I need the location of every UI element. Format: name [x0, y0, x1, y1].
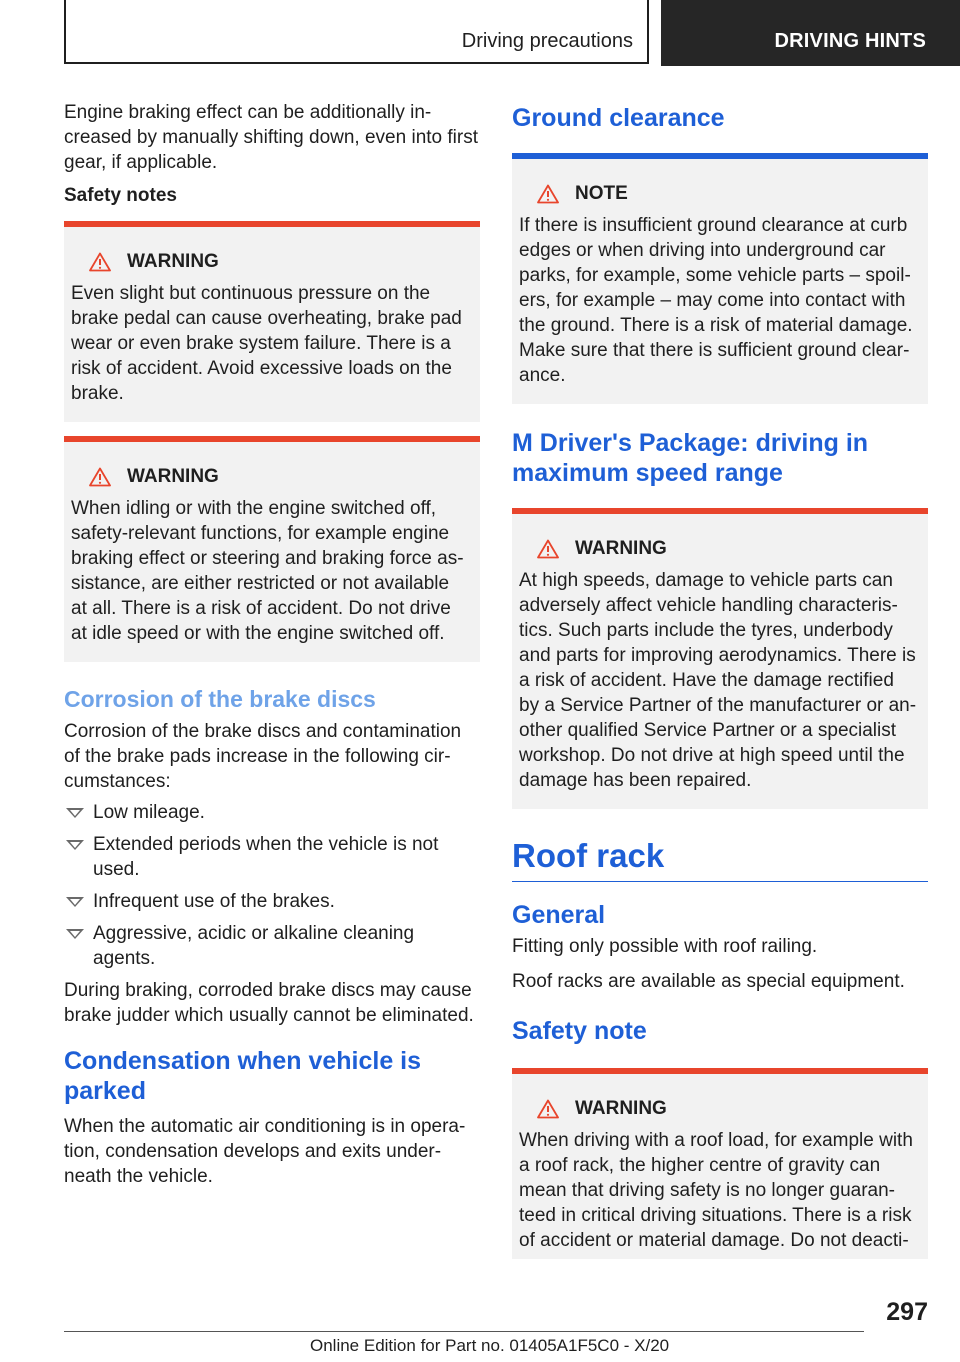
- warning-triangle-icon: [537, 1099, 559, 1119]
- warning-box: [512, 1068, 928, 1259]
- intro-paragraph: Engine braking effect can be additionally increased by manually shifting down, even into first gear, if applicable.: [64, 102, 478, 173]
- header-section-tab: [64, 0, 649, 64]
- warning-text: When idling or with the engine switched off, safety-relevant functions, for example engine braking effect or steering and braking force assistance, are either restricted or not available at all. There is a risk of accident. Do not drive at idle speed or with the engine switched off.: [71, 498, 464, 644]
- footer-divider: [64, 1331, 864, 1332]
- note-box-title: [519, 183, 918, 205]
- corrosion-list: [64, 800, 480, 971]
- warning-box-title: [71, 466, 470, 488]
- note-label: NOTE: [575, 183, 628, 204]
- warning-box: [64, 221, 480, 422]
- m-package-heading: M Driver's Package: driving in maximum speed range: [512, 429, 869, 487]
- warning-text: When driving with a roof load, for example with a roof rack, the higher centre of gravity can mean that driving safety is no longer guaranteed in critical driving situations. There is a risk of accident or material damage. Do not deacti-: [519, 1130, 913, 1251]
- note-box: [512, 153, 928, 404]
- list-item: Low mileage.: [64, 800, 480, 825]
- warning-box: [512, 508, 928, 809]
- warning-box-title: [519, 538, 918, 560]
- header-section-title: Driving precautions: [461, 30, 633, 52]
- general-heading: General: [512, 901, 606, 929]
- roof-rack-heading: Roof rack: [512, 837, 928, 882]
- warning-box-title: [519, 1098, 918, 1120]
- safety-notes-title: Safety notes: [64, 185, 177, 206]
- list-item: Extended periods when the vehicle is not used.: [64, 832, 480, 882]
- warning-triangle-icon: [89, 252, 111, 272]
- note-text: If there is insufficient ground clearance at curb edges or when driving into underground car parks, for example, some vehicle parts – spoilers, for example – may come into contact with the ground. There is a risk of material damage. Make sure that there is sufficient ground clearance.: [519, 215, 913, 386]
- left-column: [64, 100, 480, 1189]
- page-number: 297: [886, 1298, 928, 1326]
- header-chapter-tab: [661, 0, 960, 66]
- list-item: Aggressive, acidic or alkaline cleaning agents.: [64, 921, 480, 971]
- corrosion-heading: Corrosion of the brake discs: [64, 686, 376, 712]
- general-text-1: Fitting only possible with roof railing.: [512, 936, 818, 957]
- warning-text: Even slight but continuous pressure on the brake pedal can cause overheating, brake pad wear or even brake system failure. There is a risk of accident. Avoid excessive loads on the brake.: [71, 283, 462, 404]
- header-chapter-title: DRIVING HINTS: [774, 30, 926, 52]
- list-item: Infrequent use of the brakes.: [64, 889, 480, 914]
- footer-edition: Online Edition for Part no. 01405A1F5C0 - X/20: [310, 1336, 670, 1355]
- safety-note-heading: Safety note: [512, 1017, 647, 1045]
- general-text-2: Roof racks are available as special equipment.: [512, 971, 905, 992]
- warning-triangle-icon: [537, 184, 559, 204]
- warning-box: [64, 436, 480, 662]
- warning-triangle-icon: [537, 539, 559, 559]
- triangle-bullet-icon: [66, 897, 84, 907]
- ground-clearance-heading: Ground clearance: [512, 104, 725, 132]
- warning-label: WARNING: [575, 1098, 667, 1119]
- triangle-bullet-icon: [66, 808, 84, 818]
- warning-label: WARNING: [127, 251, 219, 272]
- warning-label: WARNING: [127, 466, 219, 487]
- triangle-bullet-icon: [66, 929, 84, 939]
- triangle-bullet-icon: [66, 840, 84, 850]
- right-column: [512, 100, 928, 1259]
- warning-triangle-icon: [89, 467, 111, 487]
- corrosion-outro: During braking, corroded brake discs may cause brake judder which usually cannot be eliminated.: [64, 980, 474, 1026]
- condensation-heading: Condensation when vehicle is parked: [64, 1047, 422, 1105]
- warning-box-title: [71, 251, 470, 273]
- warning-text: At high speeds, damage to vehicle parts can adversely affect vehicle handling characteristics. Such parts include the tyres, underbody and parts for improving aerodynamics. There is a risk of accident. Have the damage rectified by a Service Partner of the manufacturer or another qualified Service Partner or a specialist workshop. Do not drive at high speed until the damage has been repaired.: [519, 570, 917, 791]
- warning-label: WARNING: [575, 538, 667, 559]
- condensation-text: When the automatic air conditioning is in operation, condensation develops and exits underneath the vehicle.: [64, 1116, 466, 1187]
- corrosion-intro: Corrosion of the brake discs and contamination of the brake pads increase in the following circumstances:: [64, 721, 462, 792]
